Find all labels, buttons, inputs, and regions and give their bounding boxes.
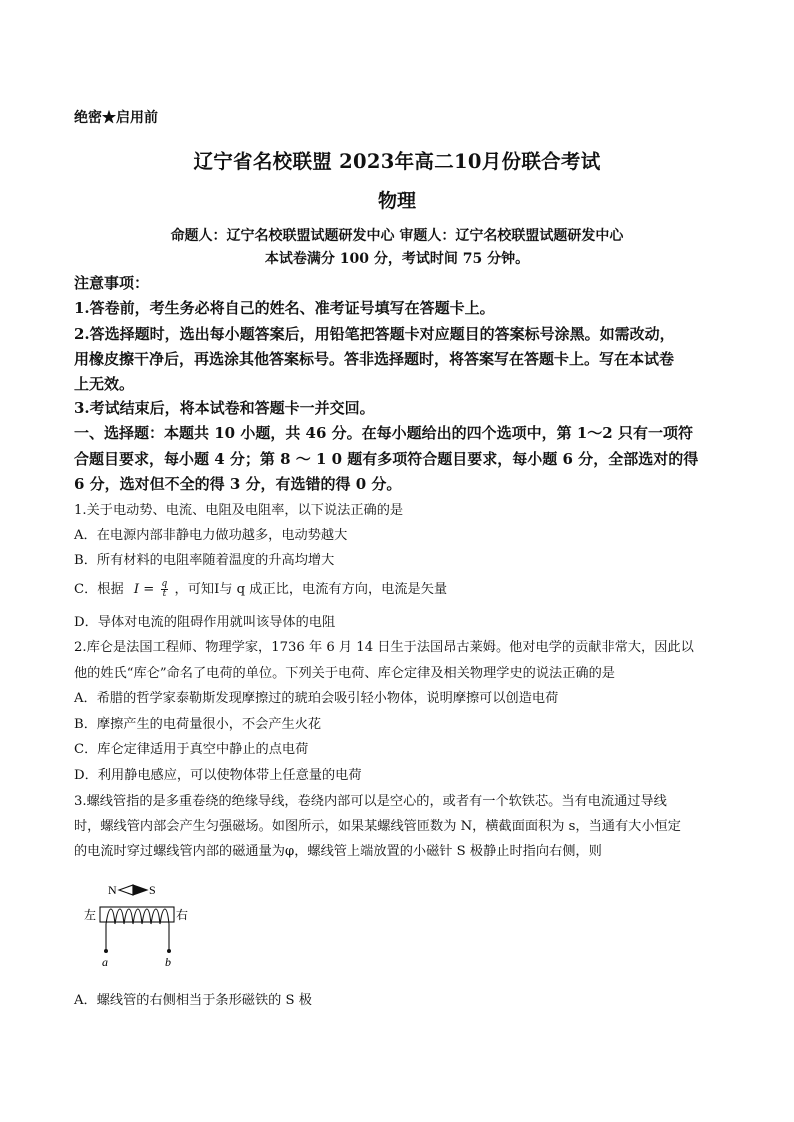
q1-stem: 1.关于电动势、电流、电阻及电阻率，以下说法正确的是 — [74, 503, 404, 518]
note-2-line-1: 2.答选择题时，选出每小题答案后，用铅笔把答题卡对应题目的答案标号涂黑。如需改动， — [74, 325, 675, 343]
section-instructions-line-3: 6 分，选对但不全的得 3 分，有选错的得 0 分。 — [74, 475, 402, 493]
notes-heading: 注意事项： — [74, 274, 150, 292]
note-2-line-2: 用橡皮擦干净后，再选涂其他答案标号。答非选择题时，将答案写在答题卡上。写在本试卷 — [74, 350, 675, 368]
terminal-a-label: a — [102, 955, 108, 969]
needle-n-label: N — [108, 883, 117, 897]
q1-formula-numerator: q — [161, 579, 168, 589]
left-label: 左 — [84, 908, 97, 922]
q2-stem-line-1: 2.库仑是法国工程师、物理学家，1736 年 6 月 14 日生于法国昂古莱姆。他对电学的贡献非常大，因此以 — [74, 640, 694, 655]
needle-s-label: S — [149, 883, 156, 897]
terminal-a-dot — [104, 949, 108, 953]
q2-option-a: A．希腊的哲学家泰勒斯发现摩擦过的琥珀会吸引轻小物体，说明摩擦可以创造电荷 — [74, 691, 559, 706]
solenoid-figure — [78, 876, 208, 972]
score-time-line: 本试卷满分 100 分，考试时间 75 分钟。 — [264, 251, 530, 267]
right-label: 右 — [176, 908, 189, 922]
q3-stem-line-1: 3.螺线管指的是多重卷绕的绝缘导线，卷绕内部可以是空心的，或者有一个软铁芯。当有电流通过导线 — [74, 794, 667, 809]
terminal-b-dot — [167, 949, 171, 953]
exam-title: 辽宁省名校联盟 2023年高二10月份联合考试 — [193, 150, 601, 173]
q1-option-c — [74, 578, 447, 599]
q1-formula-denominator: t — [162, 589, 167, 599]
authors-line: 命题人：辽宁名校联盟试题研发中心 审题人：辽宁名校联盟试题研发中心 — [170, 228, 624, 244]
q1-option-a: A．在电源内部非静电力做功越多，电动势越大 — [74, 528, 348, 543]
note-1: 1.答卷前，考生务必将自己的姓名、准考证号填写在答题卡上。 — [74, 299, 495, 317]
q2-option-d: D．利用静电感应，可以使物体带上任意量的电荷 — [74, 768, 362, 783]
q1-formula-var: I — [133, 582, 140, 597]
terminal-b-label: b — [165, 955, 171, 969]
needle-n-half — [119, 885, 133, 895]
secret-label: 绝密★启用前 — [74, 110, 158, 126]
q3-stem-line-2: 时，螺线管内部会产生匀强磁场。如图所示，如果某螺线管匝数为 N，横截面面积为 s，当通有大小恒定 — [74, 819, 681, 834]
q2-option-b: B．摩擦产生的电荷量很小，不会产生火花 — [74, 717, 322, 732]
q3-stem-line-3: 的电流时穿过螺线管内部的磁通量为φ，螺线管上端放置的小磁针 S 极静止时指向右侧，则 — [74, 844, 602, 859]
q1-formula-eq: = — [143, 582, 155, 597]
note-3: 3.考试结束后，将本试卷和答题卡一并交回。 — [74, 399, 375, 417]
section-instructions-line-1: 一、选择题：本题共 10 小题，共 46 分。在每小题给出的四个选项中，第 1～2 只有一项符 — [74, 424, 693, 442]
q1-option-c-suffix: ，可知I与 q 成正比，电流有方向，电流是矢量 — [174, 582, 448, 597]
q1-option-b: B．所有材料的电阻率随着温度的升高均增大 — [74, 553, 335, 568]
subject-title: 物理 — [377, 190, 416, 212]
q1-option-d: D．导体对电流的阻碍作用就叫该导体的电阻 — [74, 615, 336, 630]
q1-formula-fraction — [161, 580, 169, 599]
needle-s-half — [133, 885, 147, 895]
q3-option-a: A．螺线管的右侧相当于条形磁铁的 S 极 — [74, 993, 312, 1008]
q2-stem-line-2: 他的姓氏“库仑”命名了电荷的单位。下列关于电荷、库仑定律及相关物理学史的说法正确的是 — [74, 666, 615, 681]
note-2-line-3: 上无效。 — [74, 375, 135, 393]
q2-option-c: C．库仑定律适用于真空中静止的点电荷 — [74, 742, 309, 757]
q1-option-c-prefix: C．根据 — [74, 582, 124, 597]
section-instructions-line-2: 合题目要求，每小题 4 分；第 8 ～ 1 0 题有多项符合题目要求，每小题 6 分，全部选对的得 — [74, 450, 699, 468]
